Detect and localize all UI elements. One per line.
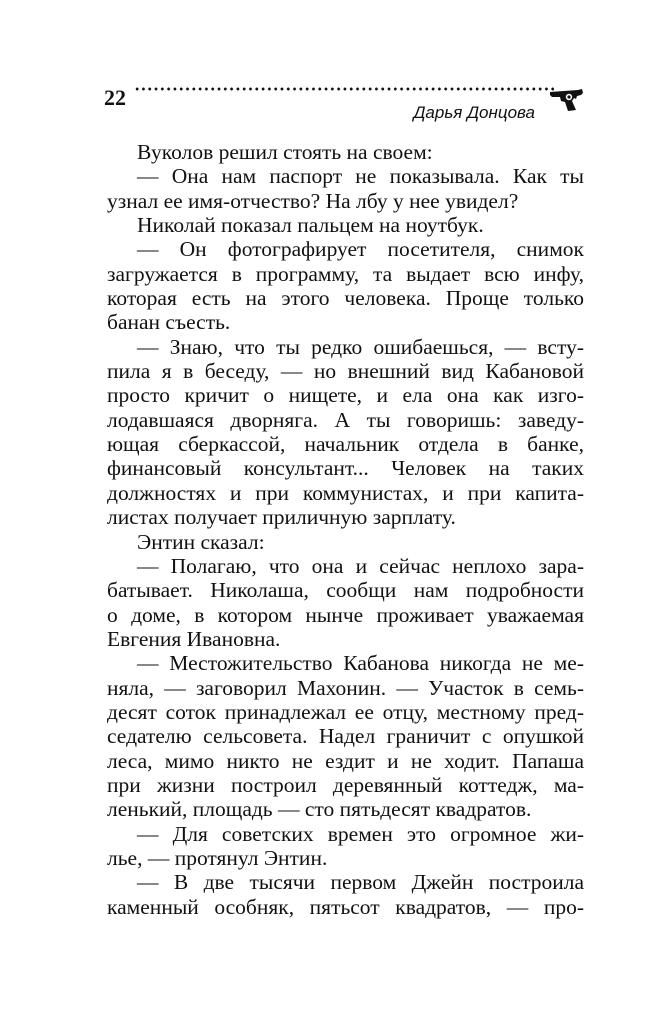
body-text xyxy=(107,140,584,919)
text-line: о доме, в котором нынче проживает уважаемая xyxy=(107,602,584,627)
text-line: — Полагаю, что она и сейчас неплохо зара- xyxy=(137,553,584,578)
text-line: Вуколов решил стоять на своем: xyxy=(137,140,433,164)
running-header-author: Дарья Донцова xyxy=(413,103,535,122)
text-line: батывает. Николаша, сообщи нам подробности xyxy=(107,578,584,603)
text-line: лье, — протянул Энтин. xyxy=(107,845,328,870)
text-line: — Для советских времен это огромное жи- xyxy=(137,821,584,846)
revolver-icon xyxy=(548,84,586,112)
text-line: Евгения Ивановна. xyxy=(107,626,281,651)
text-line: — Местожительство Кабанова никогда не ме- xyxy=(137,651,584,676)
text-line: няла, — заговорил Махонин. — Участок в семь- xyxy=(107,675,584,700)
text-line: леса, мимо никто не ездит и не ходит. Папаша xyxy=(107,748,584,773)
text-line: финансовый консультант... Человек на таких xyxy=(107,456,584,481)
text-line: должностях и при коммунистах, и при капита- xyxy=(107,480,584,505)
text-line: каменный особняк, пятьсот квадратов, — про- xyxy=(107,894,584,919)
text-line: узнал ее имя-отчество? На лбу у нее увидел? xyxy=(107,188,519,213)
text-line: банан съесть. xyxy=(107,310,231,335)
text-line: листах получает приличную зарплату. xyxy=(107,505,456,530)
dotted-leader xyxy=(134,86,554,94)
text-line: ющая сберкассой, начальник отдела в банке, xyxy=(107,432,584,457)
text-line: — Он фотографирует посетителя, снимок xyxy=(137,237,584,262)
text-line: которая есть на этого человека. Проще только xyxy=(107,286,584,311)
text-line: — В две тысячи первом Джейн построила xyxy=(137,870,584,895)
text-line: — Знаю, что ты редко ошибаешься, — всту- xyxy=(137,334,584,359)
text-line: пила я в беседу, — но внешний вид Кабановой xyxy=(107,359,584,384)
text-line: Николай показал пальцем на ноутбук. xyxy=(137,213,484,238)
text-line: лодавшаяся дворняга. А ты говоришь: заведу- xyxy=(107,407,584,432)
text-line: ленький, площадь — сто пятьдесят квадратов. xyxy=(107,797,532,822)
page-number: 22 xyxy=(104,85,126,110)
text-line: просто кричит о нищете, и ела она как изго- xyxy=(107,383,584,408)
text-line: десят соток принадлежал ее отцу, местному пред- xyxy=(107,699,584,724)
text-line: седателю сельсовета. Надел граничит с опушкой xyxy=(107,724,584,749)
text-line: — Она нам паспорт не показывала. Как ты xyxy=(137,164,584,189)
text-line: загружается в программу, та выдает всю инфу, xyxy=(107,261,584,286)
text-line: Энтин сказал: xyxy=(137,529,265,554)
text-line: при жизни построил деревянный коттедж, ма- xyxy=(107,772,584,797)
